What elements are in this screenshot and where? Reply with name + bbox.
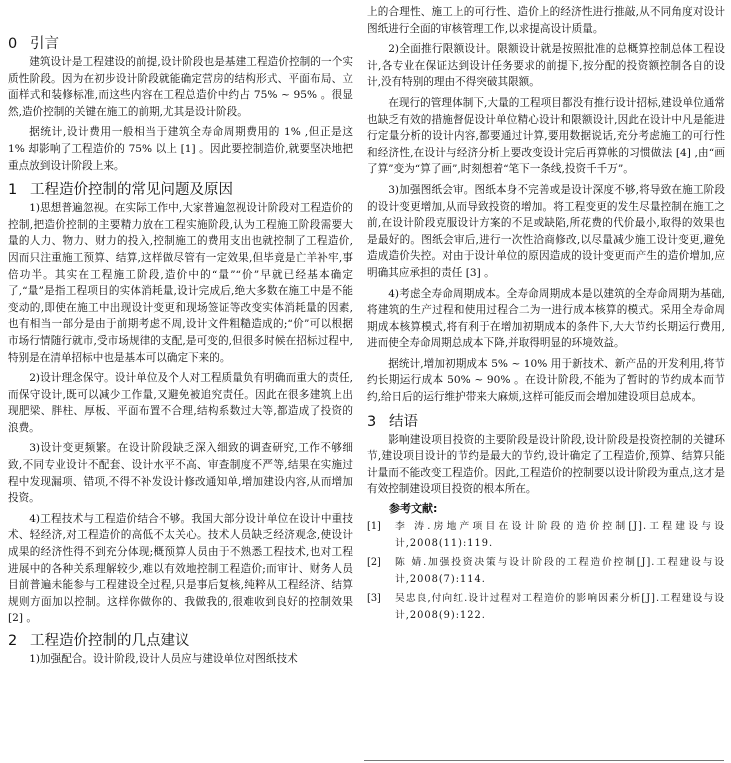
right-column: [367, 4, 725, 624]
reference-item: [367, 590, 725, 624]
section-heading-conclusion: [367, 412, 725, 432]
reference-id: [3]: [367, 593, 381, 605]
paragraph: 上的合理性、施工上的可行性、造价上的经济性进行推敲,从不同角度对设计图纸进行全面的审核管理工作,以求提高设计质量。: [367, 6, 725, 35]
section-heading-problems: [8, 180, 353, 200]
paragraph: 1)思想普遍忽视。在实际工作中,大家普遍忽视设计阶段对工程造价的控制,把造价控制的主要精力放在工程实施阶段,认为工程施工阶段需要大量的人力、物力、财力的投入,控制施工的费用支出也就控制了工程造价,因而只注重施工预算、结算,这样做尽管有一定效果,但毕竟是亡羊补牢,事倍功半。其实在工程施工阶段,造价中的“量”“价”早就已经基本确定了,“量”是指工程项目的实体消耗量,设计完成后,绝大多数在施工中是不能变动的,即使在施工中出现设计变更和现场签证等改变实体消耗量的因素,也有相当一部分是由于前期考虑不周,设计文件粗糙造成的;“价”可以根据市场行情随行就市,受市场规律的支配,是可变的,但很多时候在招标过程中,特别是在清单招标中也是基本可以确定下来的。: [8, 202, 353, 364]
section-title: 工程造价控制的几点建议: [30, 633, 190, 649]
paragraph: 影响建设项目投资的主要阶段是设计阶段,设计阶段是投资控制的关键环节,建设项目设计的节约是最大的节约,设计确定了工程造价,预算、结算只能计量而不能改变工程造价。因此,工程造价的控制要以设计阶段为重点,这才是有效控制建设项目投资的根本所在。: [367, 433, 725, 496]
reference-id: [1]: [367, 521, 381, 533]
reference-id: [2]: [367, 557, 381, 569]
paragraph: 4)考虑全寿命周期成本。全寿命周期成本是以建筑的全寿命周期为基础,将建筑的生产过程和使用过程合二为一进行成本核算的模式。采用全寿命周期成本核算模式,将有利于在增加初期成本的条件下,大大节约长期运行费用,进而使全寿命周期总成本下降,并取得明显的环境效益。: [367, 287, 725, 350]
section-number: 2: [8, 633, 18, 649]
paragraph: 在现行的管理体制下,大量的工程项目都没有推行设计招标,建设单位通常也缺乏有效的措施督促设计单位精心设计和限额设计,因此在设计中凡是能进行定量分析的设计内容,都要通过计算,要用数据说话,充分考虑施工的可行性和经济性,在设计与经济分析上要改变设计完后再算帐的习惯做法 [4] ,由“画了算”变为“算了画”,时刻想着“笔下一条线,投资千千万”。: [367, 96, 725, 176]
paragraph: 建筑设计是工程建设的前提,设计阶段也是基建工程造价控制的一个实质性阶段。因为在初步设计阶段就能确定营房的结构形式、平面布局、立面样式和装修标准,而这些内容在工程总造价中约占 75% ~ 95% 。很显然,造价控制的关键在施工的前期,尤其是设计阶段。: [8, 56, 353, 118]
paragraph: 3)加强图纸会审。图纸本身不完善或是设计深度不够,将导致在施工阶段的设计变更增加,从而导致投资的增加。将工程变更的发生尽量控制在施工之前,在设计阶段克服设计方案的不足或缺陷,所花费的代价最小,取得的效果也是最好的。图纸会审后,进行一次性洽商修改,以尽量减少施工设计变更,避免造成造价失控。对由于设计单位的原因造成的设计变更而产生的造价增加,应明确其应承担的责任 [3] 。: [367, 183, 725, 279]
section-number: 3: [367, 413, 377, 430]
reference-text: 陈 婧.加强投资决策与设计阶段的工程造价控制[J].工程建设与设计,2008(7):114.: [395, 557, 725, 586]
section-title: 工程造价控制的常见问题及原因: [30, 182, 233, 199]
left-column: [8, 4, 353, 668]
section-title: 结语: [389, 413, 418, 430]
paragraph: 据统计,设计费用一般相当于建筑全寿命周期费用的 1% ,但正是这 1% 却影响了工程造价的 75% 以上 [1] 。因此要控制造价,就要坚决地把重点放到设计阶段上来。: [8, 126, 353, 172]
section-heading-intro: [8, 34, 353, 54]
reference-text: 吴忠良,付向红.设计过程对工程造价的影响因素分析[J].工程建设与设计,2008(9):122.: [395, 593, 725, 622]
bottom-rule: [364, 760, 724, 761]
references-title: 参考文献:: [389, 502, 438, 516]
section-title: 引言: [30, 36, 59, 52]
section-number: 1: [8, 182, 18, 199]
reference-text: 李 涛.房地产项目在设计阶段的造价控制[J].工程建设与设计,2008(11):119.: [395, 521, 725, 550]
reference-item: [367, 554, 725, 588]
section-heading-suggestions: [8, 631, 353, 651]
paragraph: 2)设计理念保守。设计单位及个人对工程质量负有明确而重大的责任,而保守设计,既可以减少工作量,又避免被追究责任。因此在很多建筑上出现肥梁、胖柱、厚板、平面布置不合理,结构系数过大等,都造成了投资的浪费。: [8, 372, 353, 434]
paragraph: 2)全面推行限额设计。限额设计就是按照批准的总概算控制总体工程设计,各专业在保证达到设计任务要求的前提下,按分配的投资额控制各自的设计,没有特别的理由不得突破其限额。: [367, 43, 725, 89]
section-number: 0: [8, 36, 18, 52]
reference-item: [367, 518, 725, 552]
paragraph: 据统计,增加初期成本 5% ~ 10% 用于新技术、新产品的开发利用,将节约长期运行成本 50% ~ 90% 。在设计阶段,不能为了暂时的节约成本而节约,给日后的运行维护带来大麻烦,这样可能反而会增加建设项目总成本。: [367, 357, 725, 404]
paragraph: 4)工程技术与工程造价结合不够。我国大部分设计单位在设计中重技术、轻经济,对工程造价的高低不太关心。技术人员缺乏经济观念,使设计成果的经济性得不到充分体现;概预算人员由于不熟悉工程技术,也对工程进展中的各种关系理解较少,难以有效地控制工程造价;而审计、财务人员目前普遍未能参与工程建设全过程,只是事后复核,纯粹从工程经济、结算规则方面加以控制。这样你做你的、我做我的,很难收到良好的控制效果 [2] 。: [8, 512, 353, 625]
paragraph: 3)设计变更频繁。在设计阶段缺乏深入细致的调查研究,工作不够细致,不同专业设计不配套、设计水平不高、审查制度不严等,结果在实施过程中发现漏项、错项,不得不补发设计修改通知单,增加建设内容,从而增加投资。: [8, 442, 353, 505]
paragraph: 1)加强配合。设计阶段,设计人员应与建设单位对图纸技术: [29, 653, 298, 665]
